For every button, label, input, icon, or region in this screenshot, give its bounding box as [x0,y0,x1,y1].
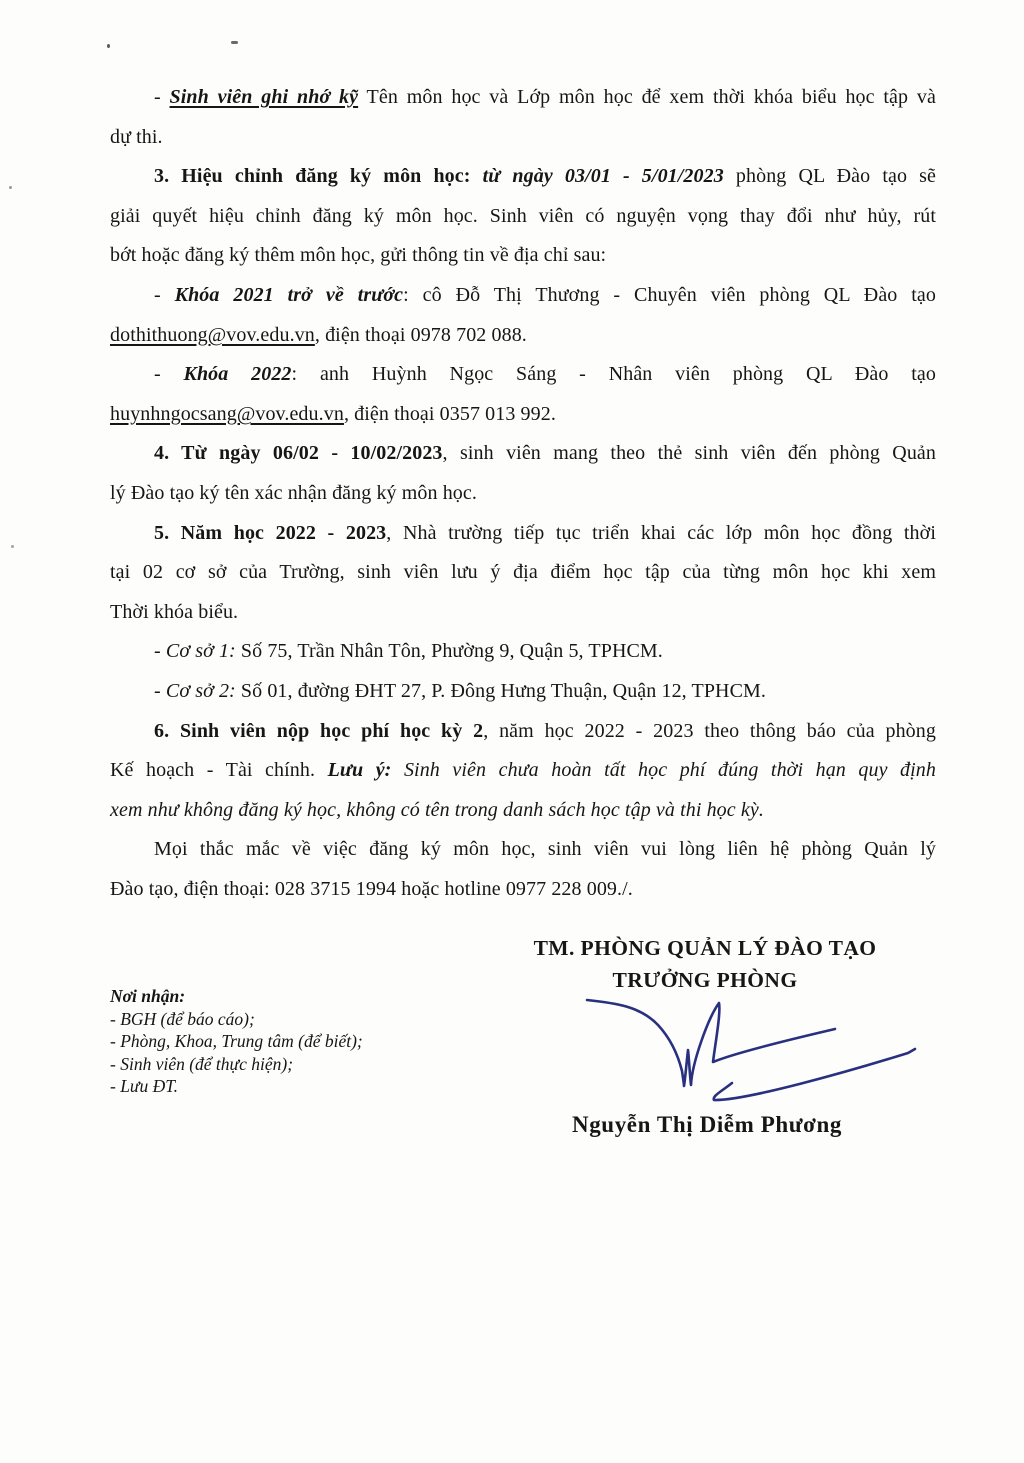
text-line [110,514,936,554]
text-line [110,751,936,791]
text-line [110,474,936,514]
text-segment: : anh Huỳnh Ngọc Sáng - Nhân viên phòng QL Đào tạo [291,363,936,386]
signature-stroke-swoosh [714,1049,915,1100]
text-line [110,434,936,474]
text-segment: Khóa 2021 trở về trước [174,283,404,306]
text-line [110,830,936,870]
text-segment: lý Đào tạo ký tên xác nhận đăng ký môn học. [110,481,477,504]
text-line [110,870,936,910]
text-line [110,197,936,237]
text-segment: Tên môn học và Lớp môn học để xem thời khóa biểu học tập và [358,86,936,108]
text-line [110,593,936,633]
text-segment: 6. Sinh viên nộp học phí học kỳ 2 [154,719,484,742]
text-segment: , sinh viên mang theo thẻ sinh viên đến phòng Quản [442,442,936,465]
text-line [110,672,936,712]
recipient-item: - Lưu ĐT. [110,1076,179,1096]
text-segment: , năm học 2022 - 2023 theo thông báo của phòng [483,719,936,742]
text-line [110,355,936,395]
text-segment: , điện thoại 0978 702 088. [314,323,527,346]
signoff-block [480,932,930,996]
recipients-heading: Nơi nhận: [110,986,186,1006]
text-line [110,791,936,831]
scan-speck [231,41,238,44]
text-segment: 4. Từ ngày 06/02 - 10/02/2023 [154,442,443,465]
text-segment: 3. Hiệu chỉnh đăng ký môn học: [154,165,483,188]
text-segment: giải quyết hiệu chỉnh đăng ký môn học. Sinh viên có nguyện vọng thay đổi như hủy, rút [110,204,936,227]
text-line [110,316,936,356]
scan-speck [9,186,12,189]
signer-name: Nguyễn Thị Diễm Phương [572,1112,842,1137]
text-segment: 5. Năm học 2022 - 2023 [154,521,387,544]
recipient-item: - Sinh viên (để thực hiện); [110,1053,294,1074]
text-segment: từ ngày 03/01 - 5/01/2023 [482,165,724,188]
signoff-title-line: TRƯỞNG PHÒNG [612,968,798,992]
text-segment: bớt hoặc đăng ký thêm môn học, gửi thông tin về địa chỉ sau: [110,244,607,267]
recipient-item: - BGH (để báo cáo); [110,1008,255,1029]
signoff-org-line: TM. PHÒNG QUẢN LÝ ĐÀO TẠO [533,936,877,960]
text-segment: , điện thoại 0357 013 992. [343,402,556,425]
scan-speck [11,545,14,548]
scan-speck [107,44,110,48]
text-segment: phòng QL Đào tạo sẽ [723,165,936,188]
text-segment: Số 01, đường ĐHT 27, P. Đông Hưng Thuận, Quận 12, TPHCM. [235,679,767,702]
text-segment: - [154,86,170,108]
text-line [110,157,936,197]
text-segment: - [154,640,166,663]
text-segment: - [154,283,175,306]
text-line [110,712,936,752]
text-segment: - [154,363,184,386]
text-segment: : cô Đỗ Thị Thương - Chuyên viên phòng QL Đào tạo [403,283,936,306]
text-segment: Sinh viên chưa hoàn tất học phí đúng thời hạn quy định [403,759,937,782]
text-segment: Sinh viên ghi nhớ kỹ [169,86,359,108]
text-line [110,118,936,158]
text-segment: Số 75, Trần Nhân Tôn, Phường 9, Quận 5, TPHCM. [235,640,663,663]
text-segment: Mọi thắc mắc về việc đăng ký môn học, sinh viên vui lòng liên hệ phòng Quản lý [154,838,936,861]
signature-stroke-main [587,1000,835,1086]
recipients-block [110,985,470,1098]
text-line [110,276,936,316]
text-line [110,553,936,593]
text-segment: xem như không đăng ký học, không có tên trong danh sách học tập và thi học kỳ. [110,798,764,821]
text-segment: dothithuong@vov.edu.vn [110,323,315,346]
text-segment [391,759,404,781]
text-segment: Khóa 2022 [183,363,292,386]
text-segment: dự thi. [110,125,163,148]
text-segment: - [154,679,166,702]
text-segment: Kế hoạch - Tài chính. [110,759,328,782]
text-segment: Đào tạo, điện thoại: 028 3715 1994 hoặc hotline 0977 228 009./. [110,877,633,900]
text-segment: tại 02 cơ sở của Trường, sinh viên lưu ý địa điểm học tập của từng môn học khi xem [110,561,936,584]
recipient-item: - Phòng, Khoa, Trung tâm (để biết); [110,1031,363,1051]
text-segment: Lưu ý: [327,759,392,782]
text-line [110,78,936,118]
text-segment: Cơ sở 1: [165,640,236,663]
text-line [110,632,936,672]
text-segment: , Nhà trường tiếp tục triển khai các lớp môn học đồng thời [386,521,936,544]
handwritten-signature [570,993,930,1111]
recipients-list [110,1008,470,1098]
document-body [110,78,936,909]
text-segment: huynhngocsang@vov.edu.vn [110,402,344,425]
text-line [110,236,936,276]
text-segment: Cơ sở 2: [165,679,236,702]
text-line [110,395,936,435]
text-segment: Thời khóa biểu. [110,600,239,623]
